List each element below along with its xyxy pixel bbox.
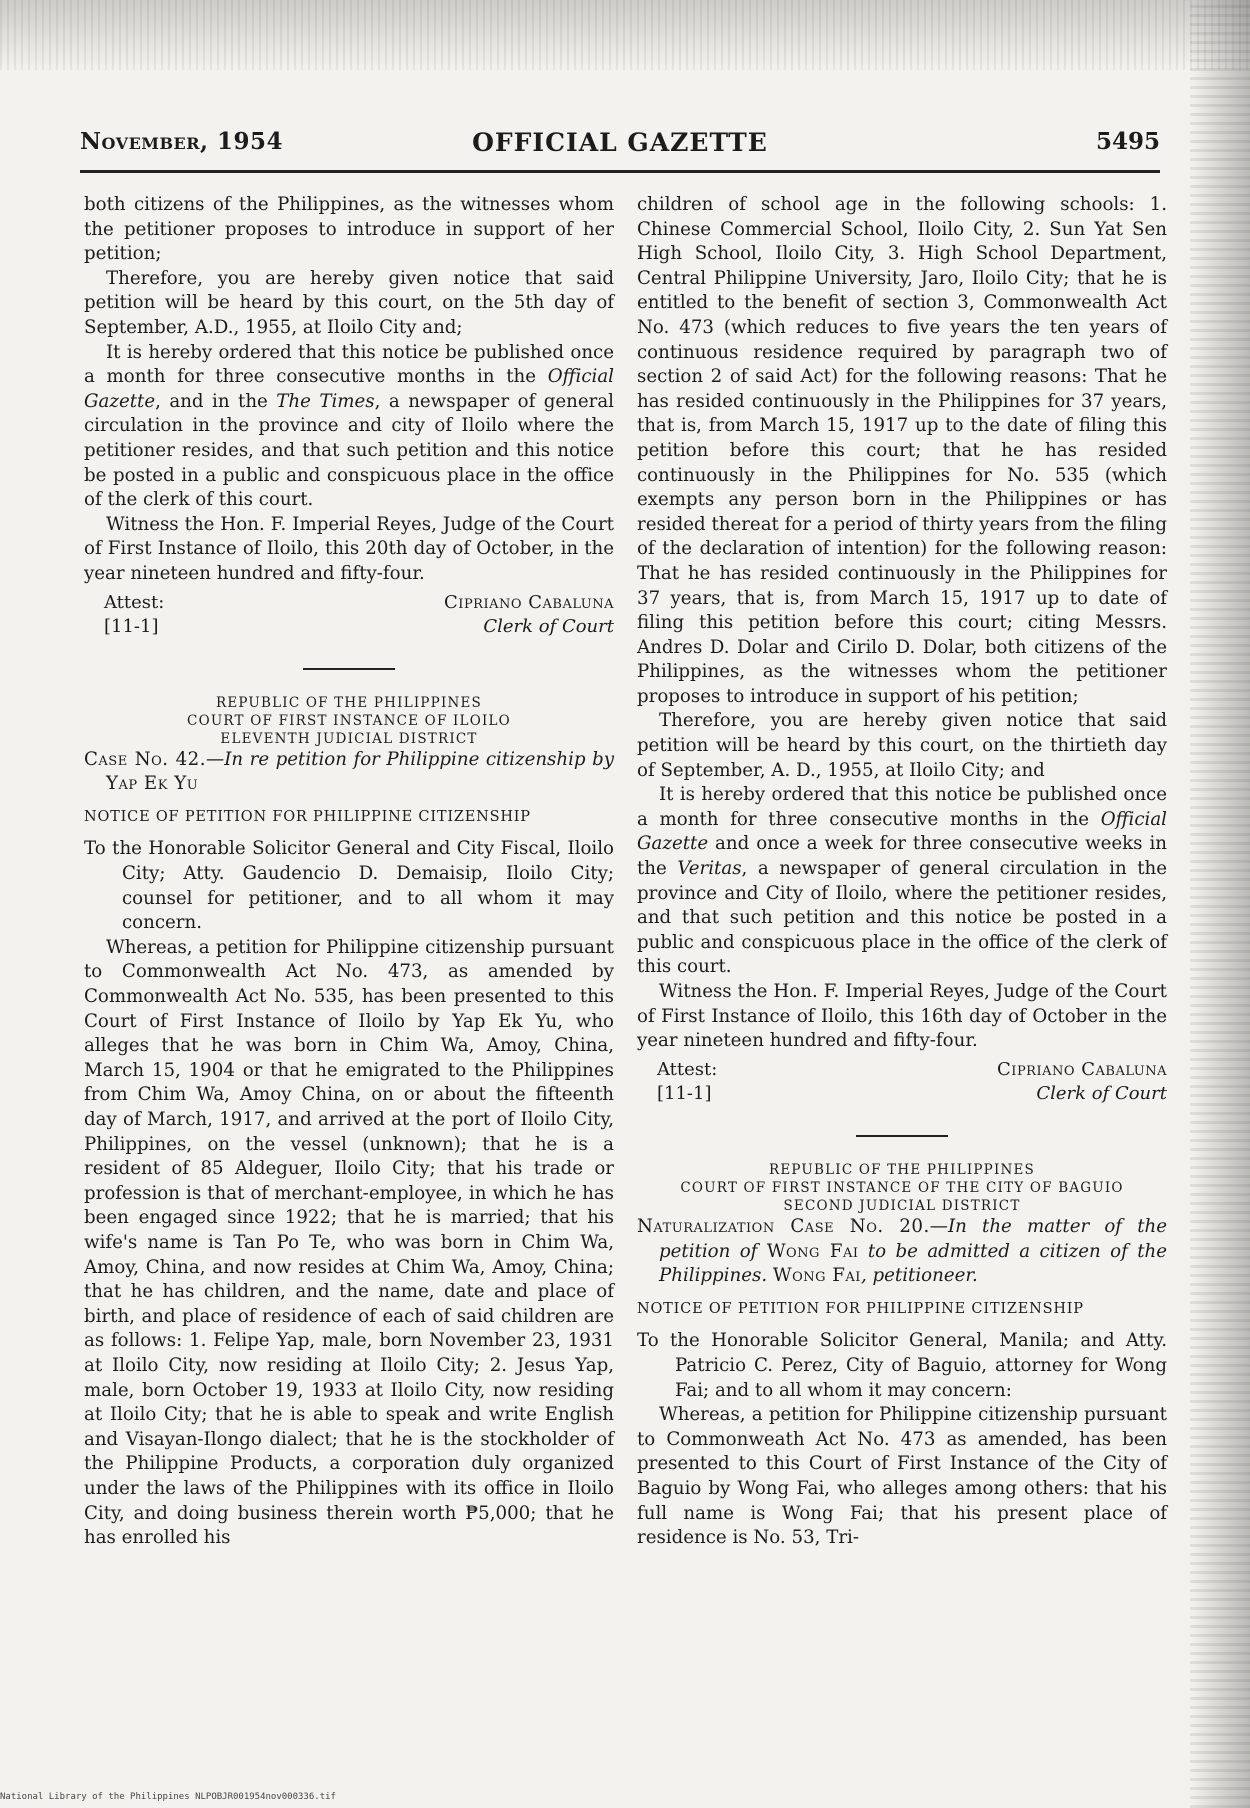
header-date: November, 1954 [80, 128, 284, 155]
attest-block [104, 591, 614, 640]
clerk-title: Clerk of Court [1036, 1083, 1167, 1105]
attest-label: Attest: [657, 1058, 718, 1080]
separator [856, 1135, 948, 1137]
right-column [637, 193, 1167, 1551]
paragraph: both citizens of the Philippines, as the witnesses whom the petitioner proposes to introduce in support of her petition; [84, 194, 614, 265]
separator [303, 668, 395, 670]
addressee: To the Honorable Solicitor General and City Fiscal, Iloilo City; Atty. Gaudencio D. Demaisip, Iloilo City; counsel for petitioner, and to all whom it may concern. [84, 838, 614, 934]
paragraph: Whereas, a petition for Philippine citizenship pursuant to Commonwealth Act No. 473, as amended by Commonwealth Act No. 535, has been presented to this Court of First Instance of Iloilo by Yap Ek Yu, who alleges that he was born in Chim Wa, Amoy, China, March 15, 1904 or that he emigrated to the Philippines from Chim Wa, Amoy China, on or about the fifteenth day of March, 1917, and arrived at the port of Iloilo City, Philippines, on the vessel (unknown); that he is a resident of 85 Aldeguer, Iloilo City; that his trade or profession is that of merchant-employee, in which he has been engaged since 1922; that he is married; that his wife's name is Tan Po Te, who was born in Chim Wa, Amoy, China, and now resides at Chim Wa, Amoy, China; that he has children, and the name, date and place of birth, and place of residence of each of said children are as follows: 1. Felipe Yap, male, born November 23, 1931 at Iloilo City, now residing at Iloilo City; 2. Jesus Yap, male, born October 19, 1933 at Iloilo City, now residing at Iloilo City; that he is able to speak and write English and Visayan-Ilongo dialect; that he is the stockholder of the Philippine Products, a corporation duly organized under the laws of the Philippines with its office in Iloilo City, and doing business therein worth ₱5,000; that he has enrolled his [84, 936, 614, 1549]
clerk-name: Cipriano Cabaluna [444, 591, 614, 613]
scan-noise-right [1190, 0, 1250, 1808]
case-heading: Case No. 42.—In re petition for Philippine citizenship by Yap Ek Yu [84, 748, 614, 795]
attest-code: [11-1] [104, 616, 159, 638]
case-heading: Naturalization Case No. 20.—In the matter of the petition of Wong Fai to be admitted a citizen of the Philippines. Wong Fai, petitioneer. [637, 1215, 1167, 1287]
clerk-name: Cipriano Cabaluna [997, 1058, 1167, 1080]
page-number: 5495 [1095, 128, 1160, 155]
paragraph: Therefore, you are hereby given notice that said petition will be heard by this court, on the thirtieth day of September, A. D., 1955, at Iloilo City; and [637, 710, 1167, 781]
left-column [84, 193, 614, 1551]
court-caption: REPUBLIC OF THE PHILIPPINES COURT OF FIRST INSTANCE OF ILOILO ELEVENTH JUDICIAL DISTRICT [187, 694, 511, 747]
notice-title: NOTICE OF PETITION FOR PHILIPPINE CITIZENSHIP [637, 1300, 1084, 1317]
court-caption: REPUBLIC OF THE PHILIPPINES COURT OF FIRST INSTANCE OF THE CITY OF BAGUIO SECOND JUDICIAL DISTRICT [680, 1161, 1124, 1214]
paragraph: children of school age in the following schools: 1. Chinese Commercial School, Iloilo City, 2. Sun Yat Sen High School, Iloilo City, 3. High School Department, Central Philippine University, Jaro, Iloilo City; that he is entitled to the benefit of section 3, Commonwealth Act No. 473 (which reduces to five years the ten years of continuous residence required by paragraph two of section 2 of said Act) for the following reasons: That he has resided continuously in the Philippines for 37 years, that is, from March 15, 1917 up to the date of filing this petition before this court; that he has resided continuously in the Philippines for No. 535 (which exempts any person born in the Philippines or has resided thereat for a period of thirty years from the filing of the declaration of intention) for the following reason: That he has resided continuously in the Philippines for 37 years, that is, from March 15, 1917 up to date of filing this petition before this court; citing Messrs. Andres D. Dolar and Cirilo D. Dolar, both citizens of the Philippines, as the witnesses whom the petitioner proposes to introduce in support of his petition; [637, 194, 1167, 707]
page-header [80, 128, 1160, 168]
attest-code: [11-1] [657, 1083, 712, 1105]
paragraph: Witness the Hon. F. Imperial Reyes, Judge of the Court of First Instance of Iloilo, this 16th day of October in the year nineteen hundred and fifty-four. [637, 981, 1167, 1052]
clerk-title: Clerk of Court [483, 616, 614, 638]
scan-footer: National Library of the Philippines NLPOBJR001954nov000336.tif [0, 1792, 336, 1802]
header-title: OFFICIAL GAZETTE [472, 128, 768, 157]
paragraph: Whereas, a petition for Philippine citizenship pursuant to Commonweath Act No. 473 as amended, has been presented to this Court of First Instance of the City of Baguio by Wong Fai, who alleges among others: that his full name is Wong Fai; that his present place of residence is No. 53, Tri- [637, 1404, 1167, 1549]
notice-title: NOTICE OF PETITION FOR PHILIPPINE CITIZENSHIP [84, 808, 531, 825]
attest-block [657, 1058, 1167, 1107]
paragraph: It is hereby ordered that this notice be published once a month for three consecutive months in the Official Gazette, and in the The Times, a newspaper of general circulation in the province and city of Iloilo where the petitioner resides, and that such petition and this notice be posted in a public and conspicuous place in the office of the clerk of this court. [84, 341, 615, 511]
paragraph: Witness the Hon. F. Imperial Reyes, Judge of the Court of First Instance of Iloilo, this 20th day of October, in the year nineteen hundred and fifty-four. [84, 513, 614, 584]
header-rule [80, 170, 1160, 173]
scan-noise-top [0, 0, 1250, 70]
paragraph: Therefore, you are hereby given notice that said petition will be heard by this court, on the 5th day of September, A.D., 1955, at Iloilo City and; [84, 267, 614, 338]
attest-label: Attest: [104, 591, 165, 613]
paragraph: It is hereby ordered that this notice be published once a month for three consecutive months in the Official Gazette and once a week for three consecutive weeks in the Veritas, a newspaper of general circulation in the province and City of Iloilo, where the petitioner resides, and that such petition and this notice be posted in a public and conspicuous place in the office of the clerk of this court. [637, 784, 1167, 978]
addressee: To the Honorable Solicitor General, Manila; and Atty. Patricio C. Perez, City of Baguio, attorney for Wong Fai; and to all whom it may concern: [637, 1330, 1167, 1401]
